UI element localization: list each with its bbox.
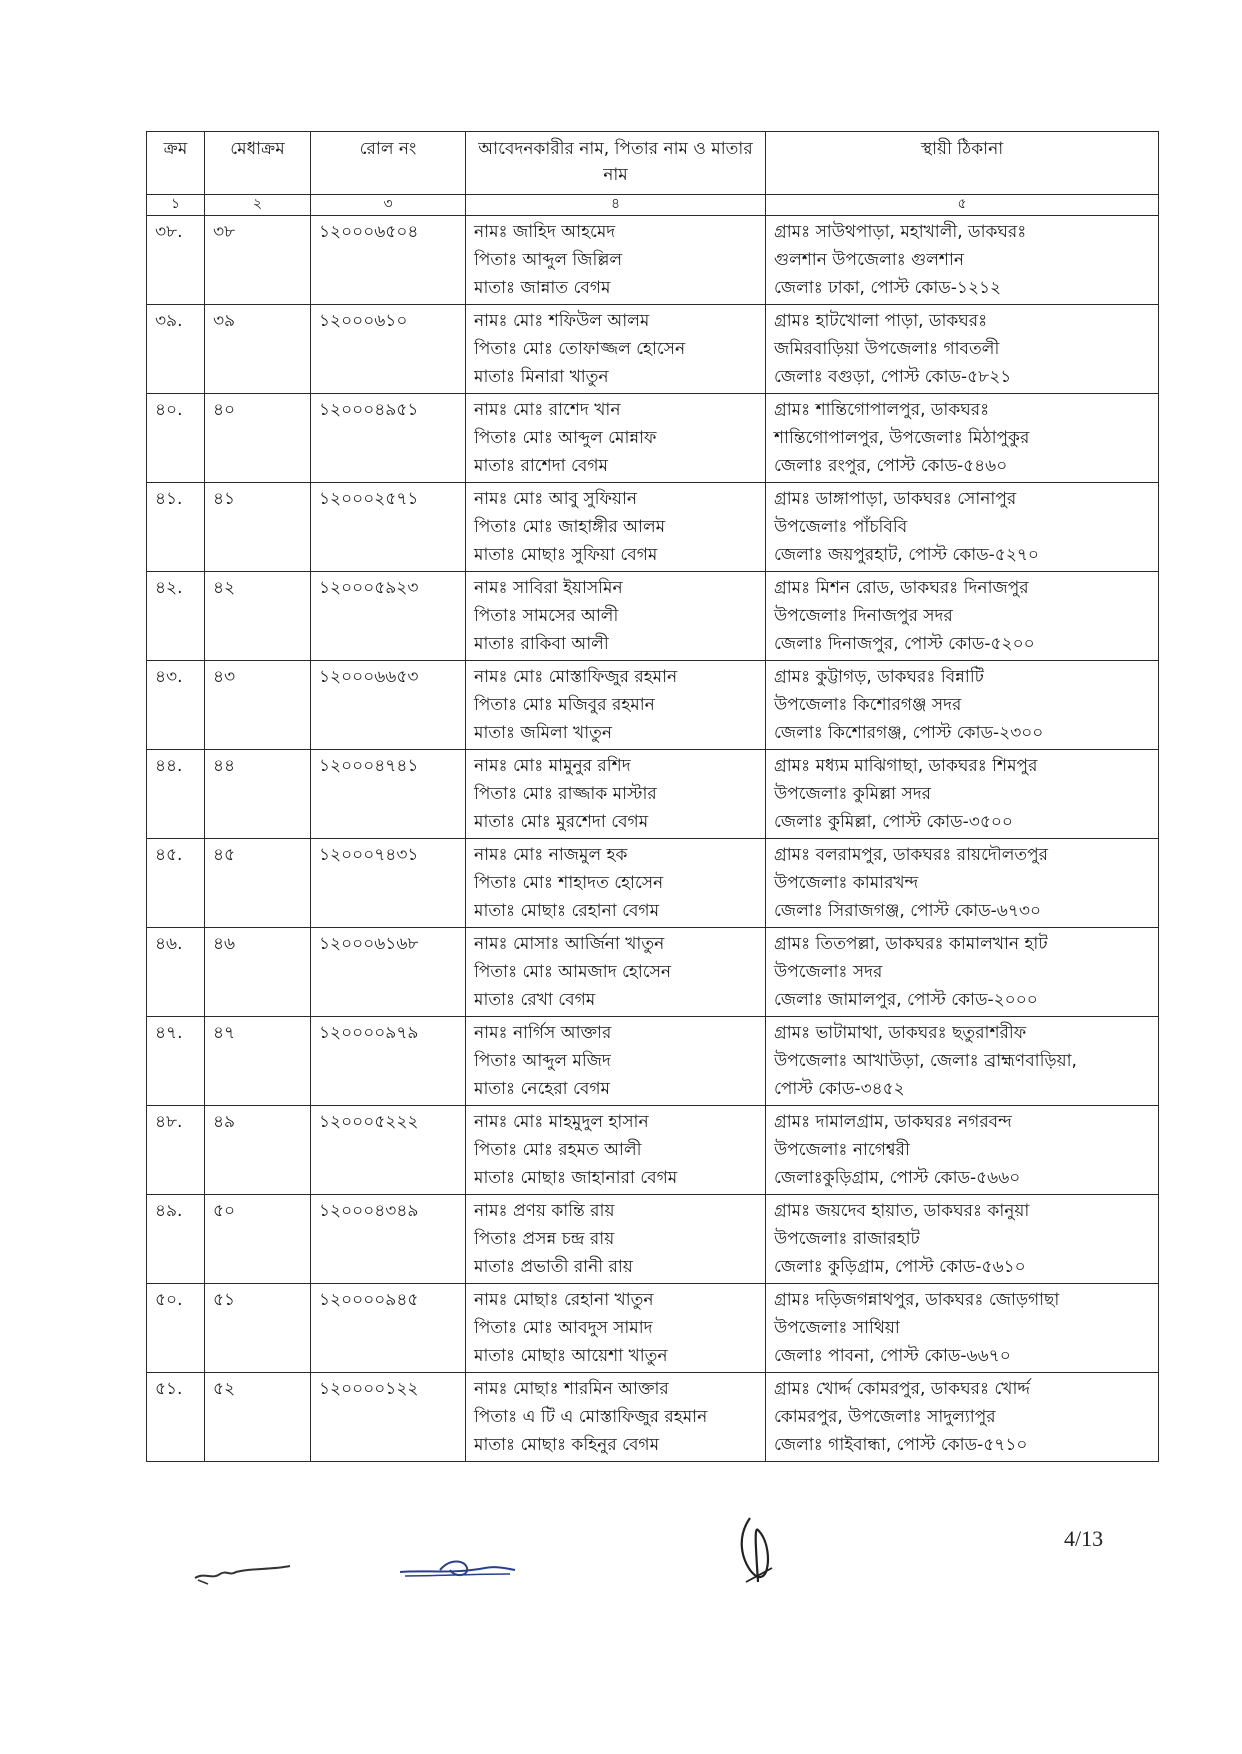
father-name: পিতাঃ আব্দুল জিল্লিল: [474, 250, 623, 270]
names-cell: [466, 928, 766, 1017]
merit-cell: ৪৯: [205, 1106, 311, 1195]
address-cell: [766, 839, 1159, 928]
address-cell: [766, 1017, 1159, 1106]
mother-name: মাতাঃ রাকিবা আলী: [474, 634, 609, 654]
mother-name: মাতাঃ মোঃ মুরশেদা বেগম: [474, 812, 649, 832]
address-cell: [766, 1284, 1159, 1373]
merit-cell: ৩৯: [205, 305, 311, 394]
roll-cell: ১২০০০৬৫০৪: [311, 216, 466, 305]
table-header-row: [147, 132, 1159, 195]
roll-cell: ১২০০০৬১০: [311, 305, 466, 394]
header-serial: ক্রম: [147, 132, 205, 195]
applicant-name: নামঃ মোঃ নাজমুল হক: [474, 845, 628, 865]
names-cell: [466, 305, 766, 394]
column-number: ২: [205, 195, 311, 216]
roll-cell: ১২০০০৫২২২: [311, 1106, 466, 1195]
address-cell: [766, 483, 1159, 572]
merit-cell: ৪২: [205, 572, 311, 661]
table-row: [147, 1373, 1159, 1462]
page-number: 4/13: [1064, 1526, 1104, 1551]
address-line-2: উপজেলাঃ পাঁচবিবি: [774, 517, 908, 537]
table-row: [147, 928, 1159, 1017]
names-cell: [466, 661, 766, 750]
roll-cell: ১২০০০৭৪৩১: [311, 839, 466, 928]
father-name: পিতাঃ এ টি এ মোস্তাফিজুর রহমান: [474, 1407, 708, 1427]
applicant-name: নামঃ মোছাঃ রেহানা খাতুন: [474, 1290, 654, 1310]
table-row: [147, 1017, 1159, 1106]
address-line-3: জেলাঃ গাইবান্ধা, পোস্ট কোড-৫৭১০: [774, 1435, 1028, 1455]
address-cell: [766, 928, 1159, 1017]
father-name: পিতাঃ মোঃ জাহাঙ্গীর আলম: [474, 517, 666, 537]
signature-2: [395, 1548, 525, 1588]
applicant-name: নামঃ মোঃ মোস্তাফিজুর রহমান: [474, 667, 678, 687]
address-line-1: গ্রামঃ কুট্টাগড়, ডাকঘরঃ বিন্নাটি: [774, 667, 984, 687]
serial-cell: ৫১.: [147, 1373, 205, 1462]
serial-cell: ৪৪.: [147, 750, 205, 839]
father-name: পিতাঃ মোঃ শাহাদত হোসেন: [474, 873, 664, 893]
address-line-3: জেলাঃ ঢাকা, পোস্ট কোড-১২১২: [774, 278, 1002, 298]
roll-cell: ১২০০০০৯৪৫: [311, 1284, 466, 1373]
table-row: [147, 1195, 1159, 1284]
address-line-1: গ্রামঃ মিশন রোড, ডাকঘরঃ দিনাজপুর: [774, 578, 1029, 598]
mother-name: মাতাঃ রাশেদা বেগম: [474, 456, 608, 476]
applicant-name: নামঃ মোছাঃ শারমিন আক্তার: [474, 1379, 669, 1399]
address-line-2: উপজেলাঃ রাজারহাট: [774, 1229, 920, 1249]
applicant-name: নামঃ সাবিরা ইয়াসমিন: [474, 578, 623, 598]
column-number: ৫: [766, 195, 1159, 216]
names-cell: [466, 483, 766, 572]
address-line-1: গ্রামঃ খোর্দ্দ কোমরপুর, ডাকঘরঃ খোর্দ্দ: [774, 1379, 1030, 1399]
mother-name: মাতাঃ মোছাঃ কহিনুর বেগম: [474, 1435, 660, 1455]
merit-cell: ৫১: [205, 1284, 311, 1373]
father-name: পিতাঃ মোঃ রহমত আলী: [474, 1140, 642, 1160]
father-name: পিতাঃ মোঃ তোফাজ্জল হোসেন: [474, 339, 686, 359]
father-name: পিতাঃ মোঃ আব্দুল মোন্নাফ: [474, 428, 657, 448]
header-names: আবেদনকারীর নাম, পিতার নাম ও মাতার নাম: [466, 132, 766, 195]
address-line-3: জেলাঃ কিশোরগঞ্জ, পোস্ট কোড-২৩০০: [774, 723, 1044, 743]
serial-cell: ৫০.: [147, 1284, 205, 1373]
address-cell: [766, 750, 1159, 839]
address-line-3: জেলাঃ বগুড়া, পোস্ট কোড-৫৮২১: [774, 367, 1012, 387]
mother-name: মাতাঃ মোছাঃ আয়েশা খাতুন: [474, 1346, 668, 1366]
serial-cell: ৪৬.: [147, 928, 205, 1017]
serial-cell: ৩৮.: [147, 216, 205, 305]
serial-cell: ৪৯.: [147, 1195, 205, 1284]
serial-cell: ৩৯.: [147, 305, 205, 394]
names-cell: [466, 216, 766, 305]
address-line-3: জেলাঃ জামালপুর, পোস্ট কোড-২০০০: [774, 990, 1038, 1010]
applicant-name: নামঃ মোঃ রাশেদ খান: [474, 400, 621, 420]
table-row: [147, 305, 1159, 394]
address-line-2: উপজেলাঃ দিনাজপুর সদর: [774, 606, 953, 626]
address-cell: [766, 394, 1159, 483]
mother-name: মাতাঃ প্রভাতী রানী রায়: [474, 1257, 633, 1277]
mother-name: মাতাঃ মোছাঃ রেহানা বেগম: [474, 901, 660, 921]
roll-cell: ১২০০০৬৬৫৩: [311, 661, 466, 750]
table-row: [147, 483, 1159, 572]
applicant-name: নামঃ মোঃ শফিউল আলম: [474, 311, 650, 331]
names-cell: [466, 572, 766, 661]
address-cell: [766, 661, 1159, 750]
names-cell: [466, 1106, 766, 1195]
mother-name: মাতাঃ রেখা বেগম: [474, 990, 596, 1010]
merit-cell: ৪৬: [205, 928, 311, 1017]
candidate-table: [146, 131, 1159, 1462]
names-cell: [466, 1017, 766, 1106]
address-line-1: গ্রামঃ ডাঙ্গাপাড়া, ডাকঘরঃ সোনাপুর: [774, 489, 1017, 509]
serial-cell: ৪৮.: [147, 1106, 205, 1195]
names-cell: [466, 1195, 766, 1284]
signature-1: [190, 1550, 300, 1590]
merit-cell: ৩৮: [205, 216, 311, 305]
address-line-2: গুলশান উপজেলাঃ গুলশান: [774, 250, 965, 270]
address-line-2: জমিরবাড়িয়া উপজেলাঃ গাবতলী: [774, 339, 1000, 359]
names-cell: [466, 394, 766, 483]
applicant-name: নামঃ জাহিদ আহমেদ: [474, 222, 616, 242]
applicant-name: নামঃ মোঃ মামুনুর রশিদ: [474, 756, 631, 776]
table-row: [147, 216, 1159, 305]
address-line-1: গ্রামঃ হাটখোলা পাড়া, ডাকঘরঃ: [774, 311, 988, 331]
address-cell: [766, 1106, 1159, 1195]
table-row: [147, 839, 1159, 928]
merit-cell: ৪৫: [205, 839, 311, 928]
roll-cell: ১২০০০৬১৬৮: [311, 928, 466, 1017]
mother-name: মাতাঃ নেহেরা বেগম: [474, 1079, 610, 1099]
mother-name: মাতাঃ জমিলা খাতুন: [474, 723, 613, 743]
names-cell: [466, 1284, 766, 1373]
roll-cell: ১২০০০০১২২: [311, 1373, 466, 1462]
address-line-1: গ্রামঃ মধ্যম মাঝিগাছা, ডাকঘরঃ শিমপুর: [774, 756, 1038, 776]
applicant-name: নামঃ মোসাঃ আর্জিনা খাতুন: [474, 934, 665, 954]
address-line-2: উপজেলাঃ কুমিল্লা সদর: [774, 784, 932, 804]
address-line-3: জেলাঃ কুমিল্লা, পোস্ট কোড-৩৫০০: [774, 812, 1013, 832]
serial-cell: ৪২.: [147, 572, 205, 661]
table-row: [147, 572, 1159, 661]
address-cell: [766, 572, 1159, 661]
column-number-row: [147, 195, 1159, 216]
roll-cell: ১২০০০৫৯২৩: [311, 572, 466, 661]
roll-cell: ১২০০০৪৭৪১: [311, 750, 466, 839]
column-number: ১: [147, 195, 205, 216]
address-line-3: জেলাঃ রংপুর, পোস্ট কোড-৫৪৬০: [774, 456, 1008, 476]
mother-name: মাতাঃ মোছাঃ সুফিয়া বেগম: [474, 545, 658, 565]
father-name: পিতাঃ মোঃ রাজ্জাক মাস্টার: [474, 784, 657, 804]
header-address: স্থায়ী ঠিকানা: [766, 132, 1159, 195]
applicant-name: নামঃ নার্গিস আক্তার: [474, 1023, 612, 1043]
table-row: [147, 661, 1159, 750]
address-line-2: উপজেলাঃ কামারখন্দ: [774, 873, 919, 893]
names-cell: [466, 839, 766, 928]
table-body: [147, 216, 1159, 1462]
header-merit: মেধাক্রম: [205, 132, 311, 195]
address-line-3: জেলাঃ পাবনা, পোস্ট কোড-৬৬৭০: [774, 1346, 1011, 1366]
names-cell: [466, 750, 766, 839]
address-line-1: গ্রামঃ বলরামপুর, ডাকঘরঃ রায়দৌলতপুর: [774, 845, 1049, 865]
applicant-name: নামঃ মোঃ মাহমুদুল হাসান: [474, 1112, 649, 1132]
merit-cell: ৪৭: [205, 1017, 311, 1106]
serial-cell: ৪৭.: [147, 1017, 205, 1106]
applicant-name: নামঃ প্রণয় কান্তি রায়: [474, 1201, 615, 1221]
address-line-3: জেলাঃ কুড়িগ্রাম, পোস্ট কোড-৫৬১০: [774, 1257, 1026, 1277]
signature-3: [728, 1510, 788, 1590]
roll-cell: ১২০০০৪৩৪৯: [311, 1195, 466, 1284]
father-name: পিতাঃ প্রসন্ন চন্দ্র রায়: [474, 1229, 615, 1249]
father-name: পিতাঃ মোঃ আবদুস সামাদ: [474, 1318, 653, 1338]
address-line-3: জেলাঃ সিরাজগঞ্জ, পোস্ট কোড-৬৭৩০: [774, 901, 1042, 921]
father-name: পিতাঃ আব্দুল মজিদ: [474, 1051, 611, 1071]
table-row: [147, 1106, 1159, 1195]
header-roll: রোল নং: [311, 132, 466, 195]
address-cell: [766, 1195, 1159, 1284]
address-line-2: উপজেলাঃ নাগেশ্বরী: [774, 1140, 910, 1160]
father-name: পিতাঃ সামসের আলী: [474, 606, 619, 626]
address-line-3: জেলাঃ জয়পুরহাট, পোস্ট কোড-৫২৭০: [774, 545, 1039, 565]
table-row: [147, 750, 1159, 839]
roll-cell: ১২০০০৪৯৫১: [311, 394, 466, 483]
address-line-3: জেলাঃ দিনাজপুর, পোস্ট কোড-৫২০০: [774, 634, 1035, 654]
table-row: [147, 394, 1159, 483]
serial-cell: ৪৩.: [147, 661, 205, 750]
address-line-2: শান্তিগোপালপুর, উপজেলাঃ মিঠাপুকুর: [774, 428, 1030, 448]
table-row: [147, 1284, 1159, 1373]
address-line-3: পোস্ট কোড-৩৪৫২: [774, 1079, 905, 1099]
address-line-2: উপজেলাঃ আখাউড়া, জেলাঃ ব্রাহ্মণবাড়িয়া,: [774, 1051, 1077, 1071]
column-number: ৪: [466, 195, 766, 216]
mother-name: মাতাঃ মিনারা খাতুন: [474, 367, 609, 387]
address-line-1: গ্রামঃ শান্তিগোপালপুর, ডাকঘরঃ: [774, 400, 990, 420]
merit-cell: ৪১: [205, 483, 311, 572]
serial-cell: ৪০.: [147, 394, 205, 483]
mother-name: মাতাঃ মোছাঃ জাহানারা বেগম: [474, 1168, 678, 1188]
applicant-name: নামঃ মোঃ আবু সুফিয়ান: [474, 489, 638, 509]
address-line-1: গ্রামঃ সাউথপাড়া, মহাখালী, ডাকঘরঃ: [774, 222, 1027, 242]
address-cell: [766, 1373, 1159, 1462]
address-line-2: উপজেলাঃ সদর: [774, 962, 883, 982]
address-line-1: গ্রামঃ দড়িজগন্নাথপুর, ডাকঘরঃ জোড়গাছা: [774, 1290, 1060, 1310]
address-line-1: গ্রামঃ দামালগ্রাম, ডাকঘরঃ নগরবন্দ: [774, 1112, 1012, 1132]
address-line-2: উপজেলাঃ কিশোরগঞ্জ সদর: [774, 695, 962, 715]
address-line-1: গ্রামঃ ভাটামাথা, ডাকঘরঃ ছতুরাশরীফ: [774, 1023, 1027, 1043]
address-line-3: জেলাঃকুড়িগ্রাম, পোস্ট কোড-৫৬৬০: [774, 1168, 1021, 1188]
address-cell: [766, 216, 1159, 305]
father-name: পিতাঃ মোঃ মজিবুর রহমান: [474, 695, 655, 715]
serial-cell: ৪৫.: [147, 839, 205, 928]
merit-cell: ৪০: [205, 394, 311, 483]
roll-cell: ১২০০০০৯৭৯: [311, 1017, 466, 1106]
merit-cell: ৫০: [205, 1195, 311, 1284]
address-cell: [766, 305, 1159, 394]
merit-cell: ৪৪: [205, 750, 311, 839]
merit-cell: ৪৩: [205, 661, 311, 750]
father-name: পিতাঃ মোঃ আমজাদ হোসেন: [474, 962, 671, 982]
mother-name: মাতাঃ জান্নাত বেগম: [474, 278, 611, 298]
serial-cell: ৪১.: [147, 483, 205, 572]
names-cell: [466, 1373, 766, 1462]
address-line-1: গ্রামঃ তিতপল্লা, ডাকঘরঃ কামালখান হাট: [774, 934, 1048, 954]
address-line-1: গ্রামঃ জয়দেব হায়াত, ডাকঘরঃ কানুয়া: [774, 1201, 1030, 1221]
roll-cell: ১২০০০২৫৭১: [311, 483, 466, 572]
merit-cell: ৫২: [205, 1373, 311, 1462]
address-line-2: কোমরপুর, উপজেলাঃ সাদুল্যাপুর: [774, 1407, 996, 1427]
column-number: ৩: [311, 195, 466, 216]
address-line-2: উপজেলাঃ সাথিয়া: [774, 1318, 900, 1338]
